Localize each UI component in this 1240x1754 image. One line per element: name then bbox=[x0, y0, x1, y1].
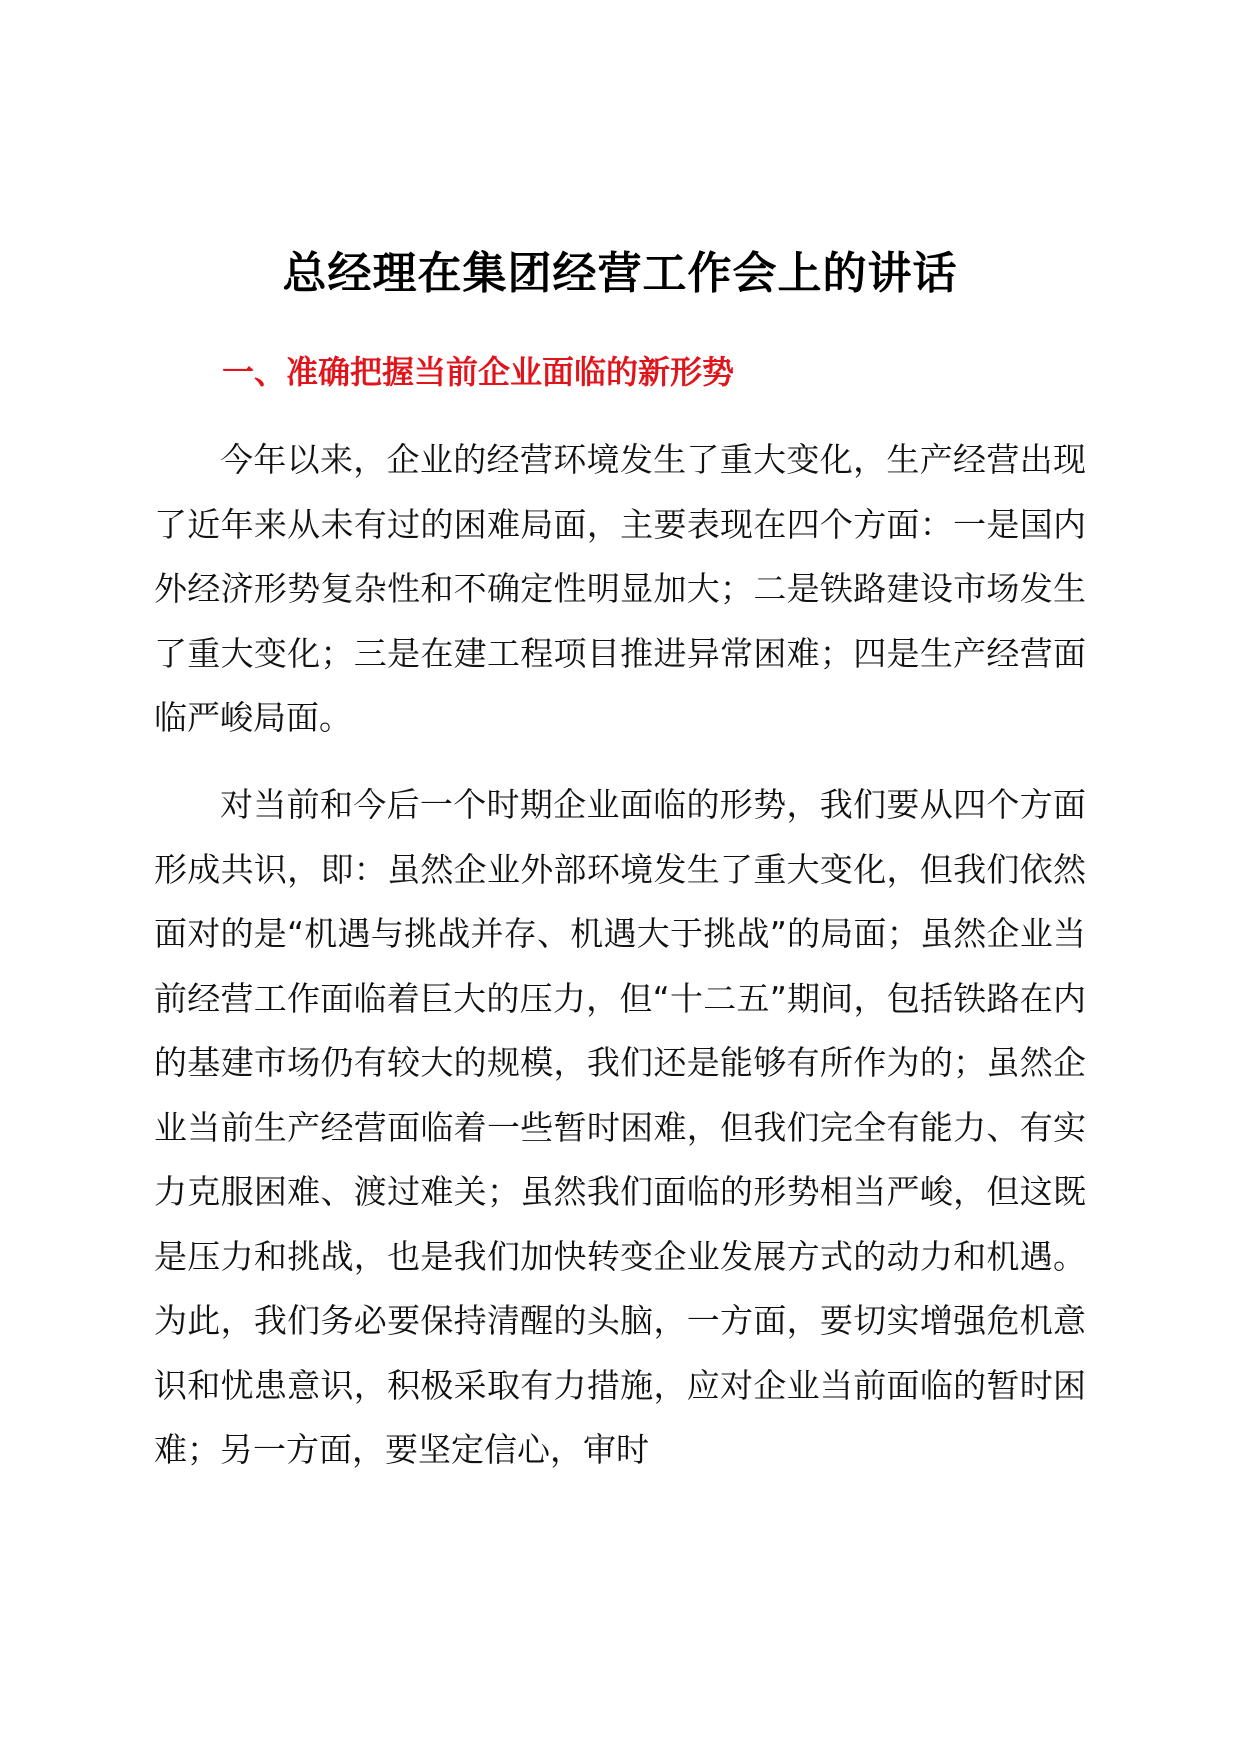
body-paragraph-2: 对当前和今后一个时期企业面临的形势，我们要从四个方面形成共识，即：虽然企业外部环境发生了重大变化，但我们依然面对的是“机遇与挑战并存、机遇大于挑战”的局面；虽然企业当前经营工作面临着巨大的压力，但“十二五”期间，包括铁路在内的基建市场仍有较大的规模，我们还是能够有所作为的；虽然企业当前生产经营面临着一些暂时困难，但我们完全有能力、有实力克服困难、渡过难关；虽然我们面临的形势相当严峻，但这既是压力和挑战，也是我们加快转变企业发展方式的动力和机遇。为此，我们务必要保持清醒的头脑，一方面，要切实增强危机意识和忧患意识，积极采取有力措施，应对企业当前面临的暂时困难；另一方面，要坚定信心，审时 bbox=[154, 785, 1086, 1469]
document-title: 总经理在集团经营工作会上的讲话 bbox=[282, 248, 958, 299]
body-paragraph-1: 今年以来，企业的经营环境发生了重大变化，生产经营出现了近年来从未有过的困难局面，主要表现在四个方面：一是国内外经济形势复杂性和不确定性明显加大；二是铁路建设市场发生了重大变化；三是在建工程项目推进异常困难；四是生产经营面临严峻局面。 bbox=[154, 440, 1086, 737]
section-heading: 一、准确把握当前企业面临的新形势 bbox=[222, 353, 735, 391]
